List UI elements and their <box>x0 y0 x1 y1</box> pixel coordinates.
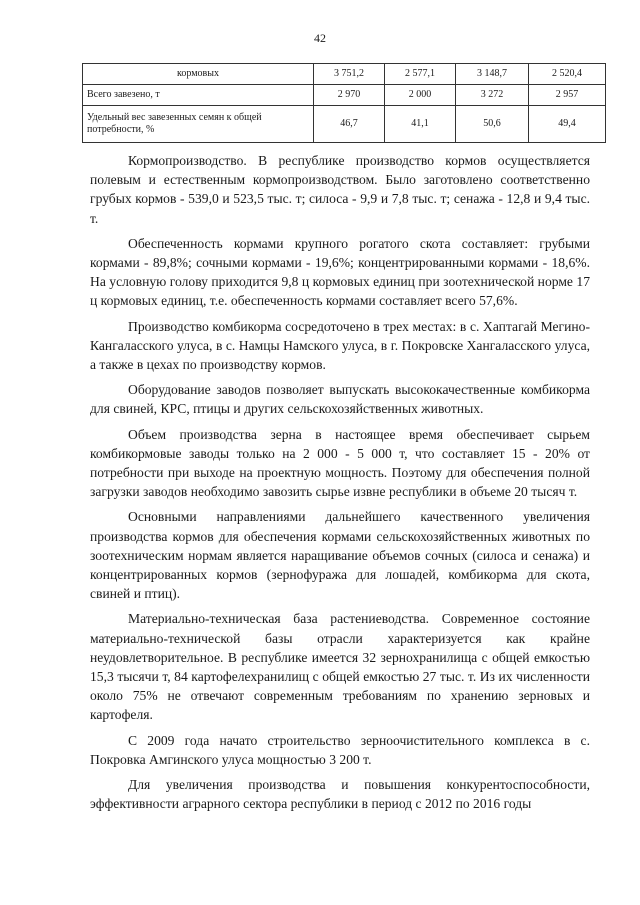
paragraph: Для увеличения производства и повышения конкурентоспособности, эффективности аграрного сектора республики в период с 2012 по 2016 годы <box>90 777 590 812</box>
body-text <box>90 151 590 820</box>
table-cell: 3 148,7 <box>456 64 529 85</box>
paragraph: Основными направлениями дальнейшего качественного увеличения производства кормов для обеспечения кормами сельскохозяйственных животных по зоотехническим нормам является наращивание объемов сочных (силоса и сенажа) и концентрированных кормов (зернофуража для лошадей, комбикорма для скота, свиней и птиц). <box>90 509 590 602</box>
table-cell: 2 520,4 <box>529 64 606 85</box>
paragraph: Материально-техническая база растениеводства. Современное состояние материально-технической базы отрасли характеризуется как крайне неудовлетворительное. В республике имеется 32 зернохранилища с общей емкостью 15,3 тысячи т, 84 картофелехранилищ с общей емкостью 27 тыс. т. Из их численности около 75% не отвечают современным требованиям по хранению зерновых и картофеля. <box>90 611 590 723</box>
table-cell: 2 577,1 <box>385 64 456 85</box>
table-cell: 50,6 <box>456 106 529 143</box>
page-number: 42 <box>314 31 326 45</box>
table-row <box>83 85 606 106</box>
paragraph: Обеспеченность кормами крупного рогатого скота составляет: грубыми кормами - 89,8%; сочными кормами - 19,6%; концентрированными кормами - 18,6%. На условную голову приходится 9,8 ц кормовых единиц при зоотехнической норме 17 ц кормовых единиц, т.е. обеспеченность кормами составляет всего 57,6%. <box>90 235 590 309</box>
row-label: Удельный вес завезенных семян к общей потребности, % <box>83 106 314 143</box>
paragraph: Производство комбикорма сосредоточено в трех местах: в с. Хаптагай Мегино-Кангаласского улуса, в с. Намцы Намского улуса, в г. Покровске Хангаласского улуса, а также в цехах по производству кормов. <box>90 318 590 373</box>
table-cell: 3 272 <box>456 85 529 106</box>
table-cell: 49,4 <box>529 106 606 143</box>
seed-supply-table <box>82 63 606 143</box>
table-cell: 2 000 <box>385 85 456 106</box>
table-row <box>83 106 606 143</box>
table-cell: 2 970 <box>314 85 385 106</box>
table-row <box>83 64 606 85</box>
paragraph: Объем производства зерна в настоящее время обеспечивает сырьем комбикормовые заводы только на 2 000 - 5 000 т, что составляет 15 - 20% от потребности при выходе на проектную мощность. Поэтому для обеспечения полной загрузки заводов необходимо завозить сырье извне республики в объеме 20 тысяч т. <box>90 426 590 500</box>
paragraph: Оборудование заводов позволяет выпускать высококачественные комбикорма для свиней, КРС, птицы и других сельскохозяйственных животных. <box>90 382 590 417</box>
row-label: кормовых <box>83 64 314 85</box>
table-cell: 41,1 <box>385 106 456 143</box>
table-cell: 46,7 <box>314 106 385 143</box>
table-cell: 2 957 <box>529 85 606 106</box>
row-label: Всего завезено, т <box>83 85 314 106</box>
table-cell: 3 751,2 <box>314 64 385 85</box>
paragraph: С 2009 года начато строительство зерноочистительного комплекса в с. Покровка Амгинского улуса мощностью 3 200 т. <box>90 732 590 767</box>
paragraph: Кормопроизводство. В республике производство кормов осуществляется полевым и естественным кормопроизводством. Было заготовлено соответственно грубых кормов - 539,0 и 523,5 тыс. т; силоса - 9,9 и 7,8 тыс. т; сенажа - 12,8 и 9,4 тыс. т. <box>90 153 590 226</box>
